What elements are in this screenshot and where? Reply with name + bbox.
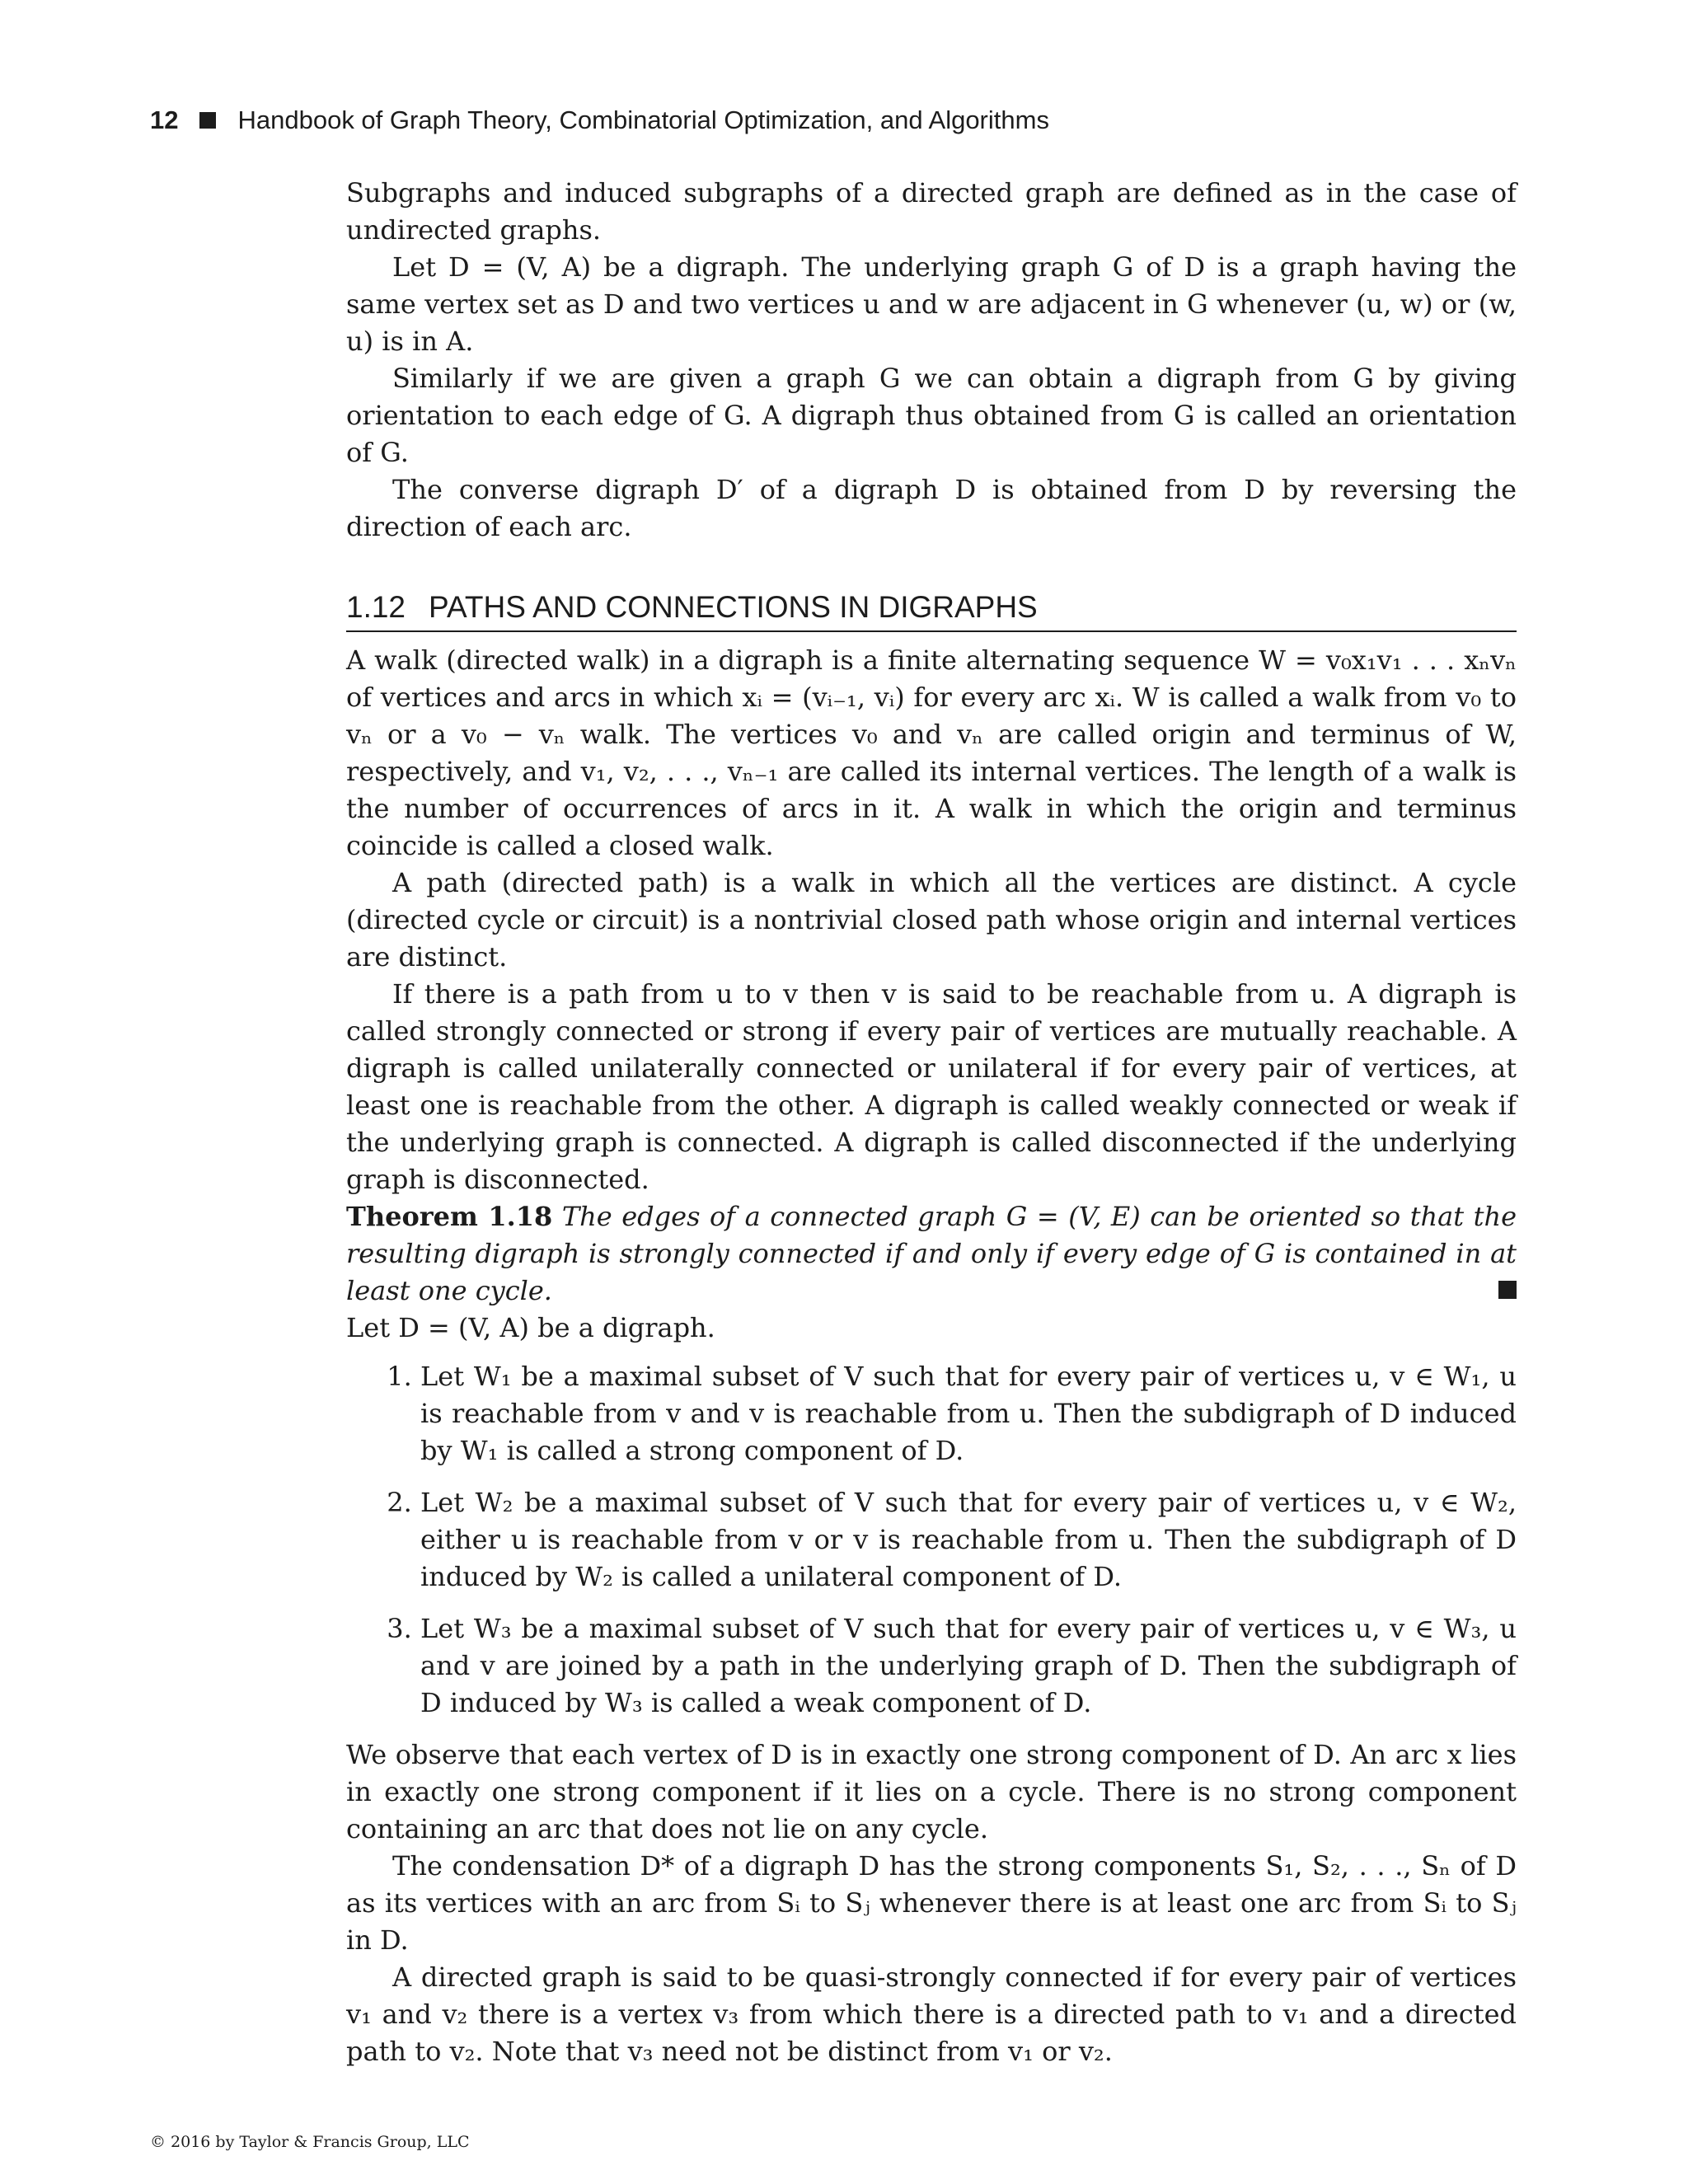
copyright-footer: © 2016 by Taylor & Francis Group, LLC [150, 2133, 470, 2151]
paragraph-quasi-strong: A directed graph is said to be quasi-strongly connected if for every pair of vertices v₁ and v₂ there is a vertex v₃ from which there is a directed path to v₁ and a directed path to v₂. Note that v₃ need not be distinct from v₁ or v₂. [346, 1961, 1517, 2067]
running-header [150, 105, 1049, 135]
paragraph-reachable: If there is a path from u to v then v is said to be reachable from u. A digraph is called strongly connected or strong if every pair of vertices are mutually reachable. A digraph is called unilaterally connected or unilateral if for every pair of vertices, at least one is reachable from the other. A digraph is called weakly connected or weak if the underlying graph is connected. A digraph is called disconnected if the underlying graph is disconnected. [346, 978, 1517, 1195]
end-of-proof-square-icon [1498, 1281, 1517, 1299]
definition-list [346, 1358, 1517, 1722]
section-number: 1.12 [346, 590, 406, 624]
header-square-icon [199, 112, 216, 129]
theorem-block [346, 1198, 1517, 1310]
list-item: 2. Let W₂ be a maximal subset of V such that for every pair of vertices u, v ∈ W₂, either u is reachable from v or v is reachable from u. Then the subdigraph of D induced by W₂ is called a unilateral component of D. [420, 1484, 1517, 1596]
book-title: Handbook of Graph Theory, Combinatorial Optimization, and Algorithms [237, 105, 1049, 134]
paragraph-converse: The converse digraph D′ of a digraph D is obtained from D by reversing the direction of each arc. [346, 474, 1517, 542]
main-text [346, 175, 1517, 2070]
paragraph-observe: We observe that each vertex of D is in exactly one strong component of D. An arc x lies in exactly one strong component if it lies on a cycle. There is no strong component containing an arc that does not lie on any cycle. [346, 1739, 1517, 1844]
theorem-label: Theorem 1.18 [346, 1201, 553, 1232]
section-title: PATHS AND CONNECTIONS IN DIGRAPHS [429, 590, 1038, 624]
list-item: 3. Let W₃ be a maximal subset of V such that for every pair of vertices u, v ∈ W₃, u and v are joined by a path in the underlying graph of D. Then the subdigraph of D induced by W₃ is called a weak component of D. [420, 1610, 1517, 1722]
theorem-statement: The edges of a connected graph G = (V, E) can be oriented so that the resulting digraph is strongly connected if and only if every edge of G is contained in at least one cycle. [346, 1201, 1517, 1306]
paragraph-condensation: The condensation D* of a digraph D has the strong components S₁, S₂, . . ., Sₙ of D as its vertices with an arc from Sᵢ to Sⱼ whenever there is at least one arc from Sᵢ to Sⱼ in D. [346, 1850, 1517, 1956]
list-item: 1. Let W₁ be a maximal subset of V such that for every pair of vertices u, v ∈ W₁, u is reachable from v and v is reachable from u. Then the subdigraph of D induced by W₁ is called a strong component of D. [420, 1358, 1517, 1469]
paragraph-orientation: Similarly if we are given a graph G we can obtain a digraph from G by giving orientation to each edge of G. A digraph thus obtained from G is called an orientation of G. [346, 363, 1517, 468]
page-number: 12 [150, 105, 179, 134]
paragraph-path: A path (directed path) is a walk in which all the vertices are distinct. A cycle (directed cycle or circuit) is a nontrivial closed path whose origin and internal vertices are distinct. [346, 867, 1517, 972]
paragraph-underlying-graph: Let D = (V, A) be a digraph. The underlying graph G of D is a graph having the same vertex set as D and two vertices u and w are adjacent in G whenever (u, w) or (w, u) is in A. [346, 251, 1517, 357]
paragraph-walk: A walk (directed walk) in a digraph is a finite alternating sequence W = v₀x₁v₁ . . . xₙvₙ of vertices and arcs in which xᵢ = (vᵢ₋₁, vᵢ) for every arc xᵢ. W is called a walk from v₀ to vₙ or a v₀ − vₙ walk. The vertices v₀ and vₙ are called origin and terminus of W, respectively, and v₁, v₂, . . ., vₙ₋₁ are called its internal vertices. The length of a walk is the number of occurrences of arcs in it. A walk in which the origin and terminus coincide is called a closed walk. [346, 644, 1517, 861]
let-line: Let D = (V, A) be a digraph. [346, 1312, 715, 1343]
paragraph-subgraphs: Subgraphs and induced subgraphs of a directed graph are defined as in the case of undirected graphs. [346, 177, 1517, 246]
section-heading [346, 588, 1517, 632]
